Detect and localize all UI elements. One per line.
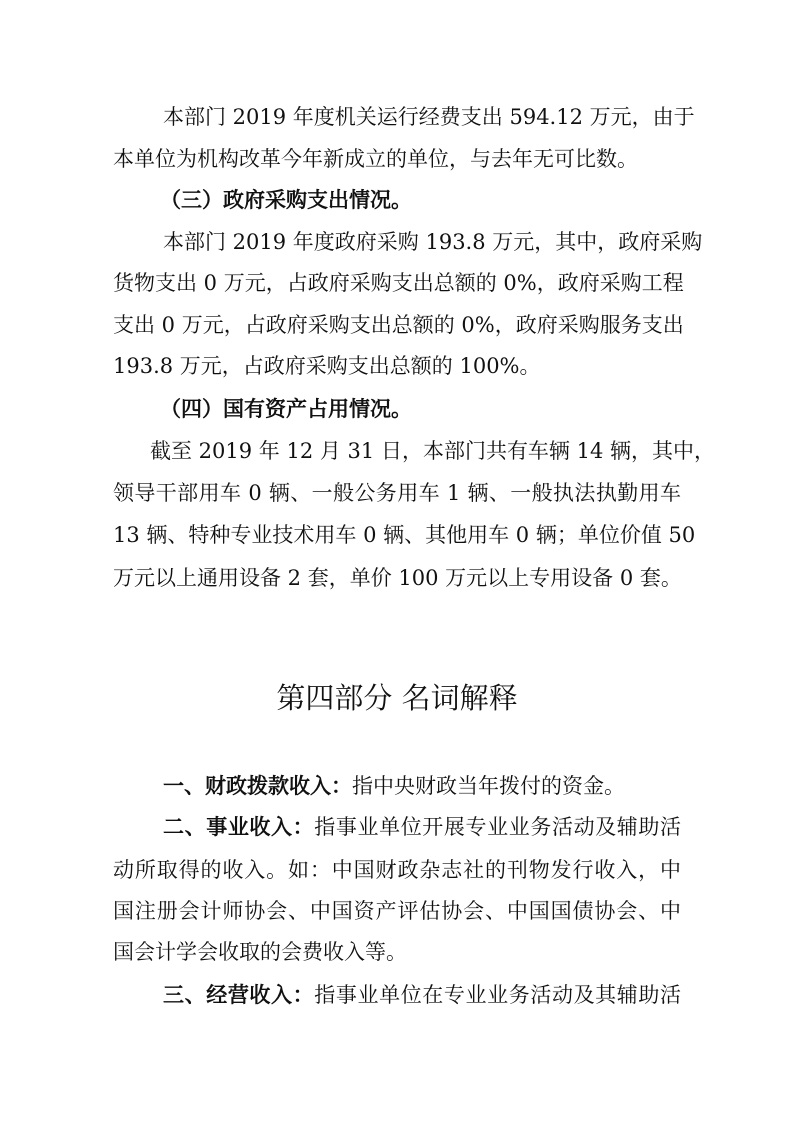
definition-line [163,813,681,841]
term-label: 三、经营收入： [163,982,315,1007]
paragraph-line: 领导干部用车 0 辆、一般公务用车 1 辆、一般执法执勤用车 [113,481,681,505]
paragraph-line: 万元以上通用设备 2 套，单价 100 万元以上专用设备 0 套。 [113,566,682,590]
definition-line [163,772,681,800]
paragraph-line: 国会计学会收取的会费收入等。 [113,940,407,964]
term-text: 指中央财政当年拨付的资金。 [352,774,625,798]
section-heading: （三）政府采购支出情况。 [160,187,412,212]
section-heading: （四）国有资产占用情况。 [160,396,412,421]
term-label: 二、事业收入： [163,814,315,839]
paragraph-line: 193.8 万元，占政府采购支出总额的 100%。 [113,354,541,378]
paragraph-line: 动所取得的收入。如：中国财政杂志社的刊物发行收入，中 [113,858,681,882]
paragraph-line: 截至 2019 年 12 月 31 日，本部门共有车辆 14 辆，其中， [150,439,716,463]
paragraph-line: 本单位为机构改革今年新成立的单位，与去年无可比数。 [113,147,638,171]
term-label: 一、财政拨款收入： [163,773,352,798]
paragraph-line: 国注册会计师协会、中国资产评估协会、中国国债协会、中 [113,899,681,923]
paragraph-line: 支出 0 万元，占政府采购支出总额的 0%，政府采购服务支出 [113,313,684,337]
paragraph-line: 13 辆、特种专业技术用车 0 辆、其他用车 0 辆；单位价值 50 [113,523,696,547]
paragraph-line: 货物支出 0 万元，占政府采购支出总额的 0%，政府采购工程 [113,271,684,295]
part-title: 第四部分 名词解释 [276,681,518,715]
paragraph-line: 本部门 2019 年度政府采购 193.8 万元，其中，政府采购 [163,230,703,254]
term-text: 指事业单位开展专业业务活动及辅助活 [314,815,682,839]
term-text: 指事业单位在专业业务活动及其辅助活 [314,983,682,1007]
paragraph-line: 本部门 2019 年度机关运行经费支出 594.12 万元，由于 [163,105,695,129]
definition-line [163,981,681,1009]
